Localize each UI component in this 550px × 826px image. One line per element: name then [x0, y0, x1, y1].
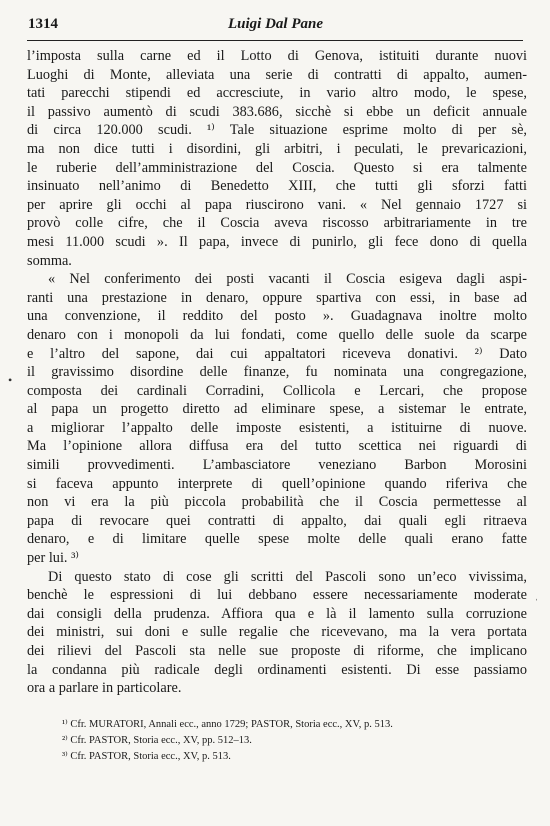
page-number: 1314 [28, 16, 58, 32]
text-line: papa di revocare quei contratti di appalto, dai quali egli ritraeva [27, 512, 527, 529]
text-line: per aprire gli occhi al papa riuscirono vani. « Nel gennaio 1727 si [27, 196, 527, 213]
text-line: l’imposta sulla carne ed il Lotto di Genova, istituiti durante nuovi [27, 48, 527, 64]
text-line: tati parecchi stipendi ed accresciute, in vario altro modo, le spese, [27, 85, 527, 102]
text-line: per lui. ³⁾ [27, 550, 79, 567]
text-line: le ruberie dell’amministrazione del Coscia. Questo si era talmente [27, 159, 527, 176]
page-header [28, 16, 523, 38]
text-line: « Nel conferimento dei posti vacanti il Coscia esigeva dagli aspi- [48, 271, 527, 288]
text-line: Di questo stato di cose gli scritti del Pascoli sono un’eco vivissima, [48, 568, 527, 585]
text-line: composta dei cardinali Corradini, Collicola e Lercari, che propose [27, 382, 527, 399]
margin-mark: • [8, 373, 13, 387]
text-line: provò colle cifre, che il Coscia aveva riscosso arbitrariamente in tre [27, 215, 527, 232]
text-line: denaro con i monopoli da lui fondati, come quello delle suole da scarpe [27, 326, 527, 343]
text-line: insinuato nell’animo di Benedetto XIII, che tutti gli sforzi fatti [27, 178, 527, 195]
text-line: si faceva appunto interprete di quell’opinione quando riferiva che [27, 475, 527, 492]
text-line: a migliorar l’appalto delle imposte esistenti, a istituirne di nuove. [27, 419, 527, 436]
text-line: il gravissimo disordine delle finanze, fu nominata una congregazione, [27, 364, 527, 381]
text-line: e l’altro del sapone, dai cui appaltatori riceveva donativi. ²⁾ Dato [27, 345, 527, 362]
text-line: il passivo aumentò di scudi 383.686, sicchè si ebbe un deficit annuale [27, 103, 527, 120]
text-line: ranti una prestazione in denaro, oppure spartiva con essi, in base ad [27, 289, 527, 306]
text-line: mesi 11.000 scudi ». Il papa, invece di punirlo, gli fece dono di quella [27, 233, 527, 250]
text-line: non vi era la più piccola probabilità che il Coscia permettesse al [27, 494, 527, 511]
footnotes [62, 717, 524, 765]
footnote: ³⁾ Cfr. PASTOR, Storia ecc., XV, p. 513. [62, 751, 231, 762]
body-text [27, 47, 527, 698]
footnote: ²⁾ Cfr. PASTOR, Storia ecc., XV, pp. 512–13. [62, 735, 252, 746]
text-line: denaro, e di limitare quelle spese molte delle quali erano fatte [27, 531, 527, 548]
text-line: benchè le espressioni di lui debbano essere necessariamente moderate [27, 587, 527, 604]
margin-mark: ˈ [535, 598, 539, 609]
text-line: simili provvedimenti. L’ambasciatore veneziano Barbon Morosini [27, 457, 527, 474]
text-line: somma. [27, 252, 72, 269]
text-line: ora a parlare in particolare. [27, 680, 182, 697]
text-line: di circa 120.000 scudi. ¹⁾ Tale situazione esprime molto di per sè, [27, 122, 527, 139]
text-line: Luoghi di Monte, alleviata una serie di contratti di appalto, aumen- [27, 66, 527, 83]
text-line: Ma l’opinione allora diffusa era del tutto scettica nei riguardi di [27, 438, 527, 455]
running-head: Luigi Dal Pane [227, 16, 323, 32]
header-rule [27, 40, 523, 41]
text-line: al papa un progetto diretto ad eliminare spese, a sistemar le entrate, [27, 401, 527, 418]
text-line: dei rilievi del Pascoli sta nelle sue proposte di riforme, che implicano [27, 643, 527, 659]
text-line: ma non dice tutti i disordini, gli arbitri, i peculati, le prevaricazioni, [27, 140, 527, 157]
text-line: una convenzione, il reddito del posto ». Guadagnava inoltre molto [27, 308, 527, 325]
text-line: dai consigli della prudenza. Affiora qua e là il lamento sulla corruzione [27, 605, 527, 622]
text-line: la condanna più radicale degli ordinamenti esistenti. Di esse passiamo [27, 661, 527, 678]
text-line: dei ministri, sui doni e sulle regalie che ricevevano, ma la vera portata [27, 624, 527, 641]
footnote: ¹⁾ Cfr. MURATORI, Annali ecc., anno 1729; PASTOR, Storia ecc., XV, p. 513. [62, 719, 393, 730]
